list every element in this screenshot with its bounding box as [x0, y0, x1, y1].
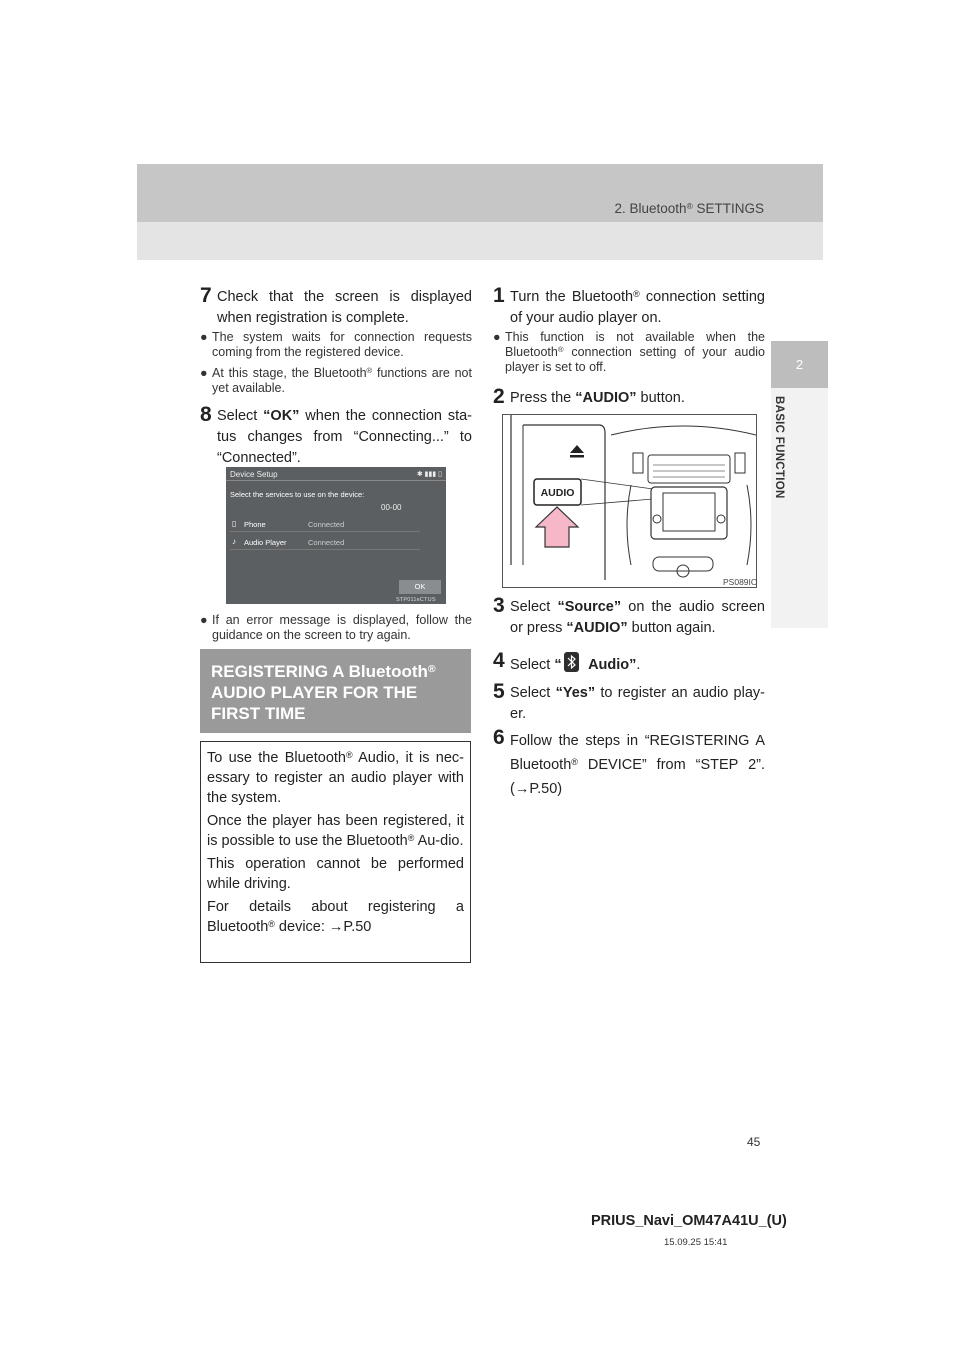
image-code: STP011eCTUS [396, 597, 436, 603]
screen-title: Device Setup [230, 470, 278, 479]
screen-subtitle: Select the services to use on the device: [230, 490, 365, 499]
chapter-label: BASIC FUNCTION [773, 396, 785, 499]
audio-button-illustration [502, 414, 757, 588]
service-row-phone: ▯ Phone Connected [230, 518, 420, 532]
header-subband [137, 222, 823, 260]
audio-button-label: AUDIO [540, 487, 575, 499]
timestamp: 15.09.25 15:41 [664, 1237, 728, 1248]
illustration-code: PS089IO [723, 577, 758, 587]
step-4: 4 Select “ Audio”. [493, 649, 641, 673]
step-6: 6 Follow the steps in “REGISTERING A Bluetooth® DEVICE” from “STEP 2”. (→P.50) [493, 726, 765, 797]
registering-heading: REGISTERING A Bluetooth® AUDIO PLAYER FOR THE FIRST TIME [200, 649, 471, 733]
bullet-note: ● At this stage, the Bluetooth® functions are not yet available. [200, 366, 472, 395]
step-5: 5 Select “Yes” to register an audio play-er. [493, 680, 765, 722]
service-row-audio: ♪ Audio Player Connected [230, 536, 420, 550]
section-title: 2. Bluetooth® SETTINGS [614, 200, 764, 216]
chapter-number-tab: 2 [771, 341, 828, 388]
bluetooth-icon [564, 652, 579, 672]
screen-ok-button: OK [399, 580, 441, 594]
step-2: 2 Press the “AUDIO” button. [493, 385, 685, 408]
phone-icon: ▯ [232, 519, 237, 528]
step-8: 8 Select “OK” when the connection sta-tus changes from “Connecting...” to “Connected”. [200, 403, 472, 466]
status-icons: ✱ ▮▮▮ ▯ [416, 471, 442, 478]
bullet-note: ● This function is not available when the Bluetooth® connection setting of your audio player is set to off. [493, 330, 765, 374]
bullet-note: ● If an error message is displayed, follow the guidance on the screen to try again. [200, 613, 472, 642]
doc-id: PRIUS_Navi_OM47A41U_(U) [591, 1213, 787, 1229]
step-1: 1 Turn the Bluetooth® connection setting of your audio player on. [493, 284, 765, 326]
bullet-note: ● The system waits for connection requests coming from the registered device. [200, 330, 472, 359]
page-number: 45 [747, 1135, 761, 1149]
device-code: 00-00 [381, 503, 402, 512]
dashboard-drawing [503, 415, 756, 587]
music-note-icon: ♪ [232, 537, 236, 546]
step-3: 3 Select “Source” on the audio screen or press “AUDIO” button again. [493, 594, 765, 636]
step-7: 7 Check that the screen is displayed when registration is complete. [200, 284, 472, 326]
registering-info-box: To use the Bluetooth® Audio, it is nec-essary to register an audio player with the system. Once the player has been registered, it is possible to use the Bluetooth® Au-dio. This operation cannot be performed while driving. For details about registering a Bluetooth® device: →P.50 [200, 741, 471, 963]
device-setup-screenshot [226, 467, 446, 604]
